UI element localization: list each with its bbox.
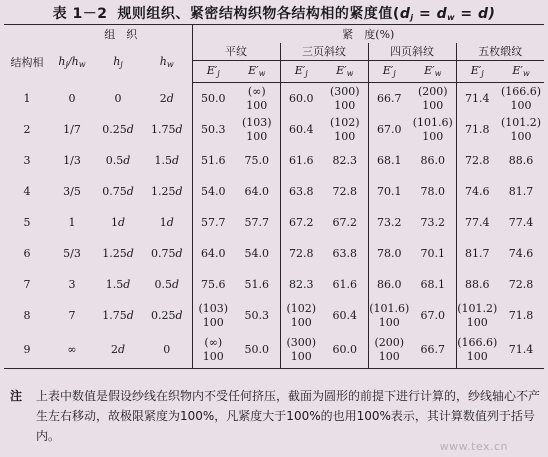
weave-three-twill: 三页斜纹: [280, 43, 368, 61]
table-row: [4, 207, 544, 238]
cell-phase: 1: [23, 91, 31, 105]
col-e-j-2: $E'_j$: [368, 61, 410, 83]
cell-tightness: [456, 331, 498, 369]
fraction-value: (300) 100: [329, 84, 360, 112]
col-hj-hw: $h_j/h_w$: [58, 54, 86, 69]
table-title-text: 规则组织、紧密结构织物各结构相的紧度值(: [117, 6, 400, 22]
title-formula-eq1: = d: [413, 6, 448, 22]
cell-hw: 0: [142, 331, 192, 369]
cell-hj: 0.75d: [102, 185, 134, 198]
cell-tightness: 75.6: [192, 269, 234, 300]
table-row: [4, 269, 544, 300]
cell-tightness: 68.1: [368, 145, 410, 176]
table-note: [10, 386, 544, 446]
cell-tightness: 51.6: [244, 278, 270, 291]
fraction-value: (200) 100: [417, 84, 448, 112]
cell-tightness: 51.6: [192, 145, 234, 176]
cell-tightness: 78.0: [420, 185, 446, 198]
cell-phase: 7: [23, 278, 31, 291]
cell-ratio: ∞: [50, 331, 94, 369]
cell-tightness: [280, 300, 322, 331]
cell-tightness: 74.6: [508, 247, 534, 260]
cell-ratio: 3/5: [63, 185, 81, 198]
cell-phase: 6: [23, 247, 31, 260]
cell-phase: 4: [23, 185, 31, 198]
table-title: 表 1－2 规则组织、紧密结构织物各结构相的紧度值$(d_j = d_w = d)$: [52, 6, 496, 22]
cell-hj: 0.5d: [105, 154, 131, 167]
fraction-value: (103) 100: [198, 301, 229, 329]
col-e-w-3: $E'_w$: [498, 61, 544, 83]
col-e-j-3: $E'_j$: [456, 61, 498, 83]
cell-hw: 0.75d: [150, 247, 183, 260]
cell-tightness: 64.0: [244, 185, 270, 198]
cell-tightness: 66.7: [368, 83, 410, 115]
cell-tightness: 60.4: [280, 114, 322, 145]
tightness-header: 紧 度(%): [192, 25, 544, 44]
cell-tightness: [498, 114, 544, 145]
tightness-table: [4, 24, 544, 369]
fraction-value: (101.6) 100: [412, 115, 453, 143]
table-row: [4, 238, 544, 269]
cell-tightness: 57.7: [244, 216, 270, 229]
cell-tightness: 86.0: [420, 154, 446, 167]
cell-hj: 2d: [94, 331, 142, 369]
col-e-j-0: $E'_j$: [192, 61, 234, 83]
cell-tightness: 61.6: [332, 278, 358, 291]
cell-hw: 1.5d: [154, 154, 180, 167]
cell-tightness: 57.7: [192, 207, 234, 238]
cell-tightness: [322, 83, 368, 115]
cell-tightness: [322, 114, 368, 145]
cell-tightness: 50.3: [192, 114, 234, 145]
title-formula-d: d: [399, 6, 411, 22]
fraction-value: (102) 100: [286, 301, 317, 329]
cell-hj: 0: [114, 91, 122, 105]
cell-hj: 1.5d: [105, 278, 131, 291]
col-structure-phase: 结构相: [10, 56, 44, 70]
cell-tightness: [410, 83, 456, 115]
cell-hj: 0.25d: [102, 123, 134, 136]
cell-tightness: 67.0: [420, 309, 446, 322]
note-text: 上表中数值是假设纱线在织物内不受任何挤压，截面为圆形的前提下进行计算的，纱线轴心不产生左右移动，故极限紧度为100%，凡紧度大于100%的也用100%表示，其计算数值列于括号内。: [36, 389, 541, 443]
fraction-value: (166.6) 100: [501, 84, 542, 112]
note-label: 注: [10, 389, 23, 403]
cell-tightness: 60.0: [280, 83, 322, 115]
cell-phase: 8: [23, 309, 31, 322]
cell-tightness: 77.4: [508, 216, 534, 229]
cell-ratio: 7: [68, 309, 76, 322]
cell-tightness: [498, 83, 544, 115]
cell-tightness: [368, 331, 410, 369]
cell-tightness: 60.4: [332, 309, 358, 322]
cell-tightness: 77.4: [456, 207, 498, 238]
cell-tightness: [368, 300, 410, 331]
fraction-value: (101.2) 100: [501, 115, 542, 143]
cell-hw: 0.5d: [154, 278, 180, 291]
col-hj: $h_j$: [113, 54, 123, 69]
weave-five-satin: 五枚缎纹: [456, 43, 544, 61]
cell-tightness: 70.1: [420, 247, 446, 260]
cell-tightness: 63.8: [332, 247, 358, 260]
cell-hw: 1d: [159, 216, 174, 229]
cell-tightness: [456, 300, 498, 331]
cell-tightness: 60.0: [322, 331, 368, 369]
cell-tightness: 78.0: [368, 238, 410, 269]
cell-ratio: 3: [68, 278, 76, 291]
cell-hw: 0.25d: [150, 309, 183, 322]
table-number: 表 1－2: [52, 6, 108, 22]
cell-tightness: 54.0: [244, 247, 270, 260]
cell-tightness: 71.8: [456, 114, 498, 145]
cell-tightness: [280, 331, 322, 369]
cell-tightness: [234, 114, 280, 145]
fraction-value: (101.2) 100: [457, 301, 498, 329]
cell-hj: 1.75d: [102, 309, 134, 322]
cell-phase: 5: [23, 216, 31, 229]
cell-tightness: 70.1: [368, 176, 410, 207]
cell-ratio: 5/3: [63, 247, 81, 260]
table-row: [4, 114, 544, 145]
cell-tightness: 54.0: [192, 176, 234, 207]
cell-tightness: 88.6: [508, 154, 534, 167]
cell-tightness: 74.6: [456, 176, 498, 207]
cell-tightness: [192, 300, 234, 331]
fraction-value: (166.6) 100: [457, 335, 498, 363]
col-e-w-2: $E'_w$: [410, 61, 456, 83]
cell-tightness: 71.4: [498, 331, 544, 369]
cell-tightness: 73.2: [420, 216, 446, 229]
cell-ratio: 1/7: [63, 123, 81, 136]
weave-four-twill: 四页斜纹: [368, 43, 456, 61]
cell-tightness: 81.7: [508, 185, 534, 198]
cell-hj: 1d: [110, 216, 126, 229]
col-e-w-0: $E'_w$: [234, 61, 280, 83]
fraction-value: (103) 100: [241, 115, 272, 143]
cell-hw: 2d: [159, 91, 174, 105]
cell-phase: 2: [23, 123, 31, 136]
table-row: [4, 331, 544, 369]
fraction-value: (300) 100: [286, 335, 317, 363]
fraction-value: (∞) 100: [202, 335, 224, 363]
cell-ratio: 1/3: [63, 154, 81, 167]
cell-tightness: 61.6: [280, 145, 322, 176]
cell-tightness: 71.8: [508, 309, 534, 322]
fraction-value: (∞) 100: [246, 84, 268, 112]
cell-tightness: 73.2: [368, 207, 410, 238]
cell-tightness: 72.8: [332, 185, 358, 198]
cell-tightness: 72.8: [508, 278, 534, 291]
cell-tightness: 71.4: [456, 83, 498, 115]
cell-tightness: 82.3: [280, 269, 322, 300]
table-row: [4, 83, 544, 115]
watermark: www.tex.cn: [439, 440, 508, 453]
cell-hw: 1.75d: [150, 123, 183, 136]
cell-tightness: [410, 114, 456, 145]
table-row: [4, 145, 544, 176]
cell-tightness: [192, 331, 234, 369]
group-header: 组 织: [50, 25, 192, 44]
fraction-value: (102) 100: [329, 115, 360, 143]
cell-tightness: 63.8: [280, 176, 322, 207]
fraction-value: (200) 100: [374, 335, 405, 363]
col-e-j-1: $E'_j$: [280, 61, 322, 83]
cell-ratio: 0: [68, 91, 76, 105]
cell-tightness: 50.3: [244, 309, 270, 322]
cell-phase: 3: [23, 154, 31, 167]
cell-tightness: 88.6: [456, 269, 498, 300]
cell-tightness: 50.0: [192, 83, 234, 115]
fraction-value: (101.6) 100: [369, 301, 410, 329]
cell-tightness: [234, 83, 280, 115]
cell-tightness: 81.7: [456, 238, 498, 269]
cell-tightness: 86.0: [368, 269, 410, 300]
cell-phase: 9: [4, 331, 50, 369]
col-hw: $h_w$: [159, 54, 174, 69]
cell-hw: 1.25d: [150, 185, 183, 198]
cell-tightness: 64.0: [192, 238, 234, 269]
cell-tightness: 75.0: [244, 154, 270, 167]
cell-tightness: 50.0: [234, 331, 280, 369]
cell-tightness: 66.7: [410, 331, 456, 369]
cell-ratio: 1: [68, 216, 76, 229]
col-e-w-1: $E'_w$: [322, 61, 368, 83]
weave-plain: 平纹: [192, 43, 280, 61]
cell-tightness: 67.2: [280, 207, 322, 238]
cell-tightness: 67.2: [332, 216, 358, 229]
cell-tightness: 67.0: [368, 114, 410, 145]
title-formula-eq2: = d): [455, 6, 496, 22]
table-row: [4, 300, 544, 331]
cell-tightness: 82.3: [332, 154, 358, 167]
cell-hj: 1.25d: [102, 247, 134, 260]
table-row: [4, 176, 544, 207]
cell-tightness: 68.1: [420, 278, 446, 291]
cell-tightness: 72.8: [456, 145, 498, 176]
cell-tightness: 72.8: [280, 238, 322, 269]
